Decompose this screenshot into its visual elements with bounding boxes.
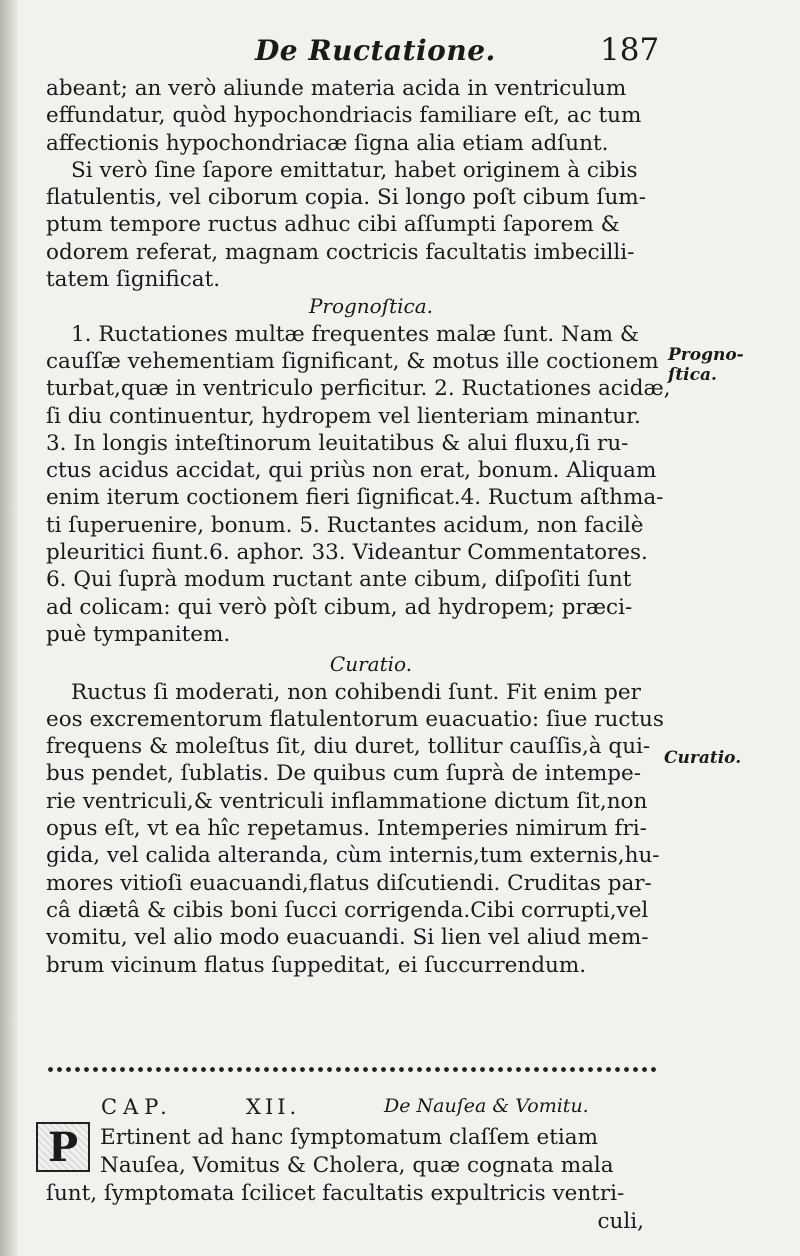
text-line: ptum tempore ructus adhuc cibi aſſumpti ſaporem & — [46, 212, 620, 238]
text-line: 1. Ructationes multæ frequentes malæ ſunt. Nam & — [71, 321, 640, 347]
page-header — [0, 34, 800, 74]
text-line: Ructus ſi moderati, non cohibendi ſunt. Fit enim per — [71, 679, 641, 705]
text-line: bus pendet, ſublatis. De quibus cum ſuprà de intempe- — [46, 761, 641, 787]
text-line: ad colicam: qui verò pòſt cibum, ad hydropem; præci- — [46, 594, 633, 620]
text-line: rie ventriculi,& ventriculi inflammatione dictum ſit,non — [46, 788, 648, 814]
text-line: ſunt, ſymptomata ſcilicet facultatis expultricis ventri- — [46, 1181, 625, 1206]
text-line: Nauſea, Vomitus & Cholera, quæ cognata mala — [100, 1153, 614, 1178]
text-line: frequens & moleſtus ſit, diu duret, tollitur cauſſis,à qui- — [46, 734, 651, 760]
text-line: ctus acidus accidat, qui priùs non erat, bonum. Aliquam — [46, 458, 657, 484]
text-line: abeant; an verò aliunde materia acida in ventriculum — [46, 76, 627, 101]
text-line: vomitu, vel alio modo euacuandi. Si lien vel aliud mem- — [46, 925, 649, 951]
text-line: 6. Qui ſuprà modum ructant ante cibum, diſpoſiti ſunt — [46, 567, 632, 593]
text-line: affectionis hypochondriacæ ſigna alia etiam adſunt. — [46, 130, 609, 156]
text-line: brum vicinum flatus ſuppeditat, ei ſuccurrendum. — [46, 952, 587, 978]
chapter-number: XII. — [246, 1095, 301, 1119]
margin-note-curatio: Curatio. — [664, 748, 742, 768]
text-line: culi, — [597, 1209, 644, 1234]
page-number: 187 — [600, 32, 660, 68]
text-line: câ diætâ & cibis boni ſucci corrigenda.Cibi corrupti,vel — [46, 897, 649, 923]
chapter-title: De Nauſea & Vomitu. — [384, 1095, 589, 1117]
page-gutter-shadow — [0, 0, 18, 1256]
text-line: ti ſuperuenire, bonum. 5. Ructantes acidum, non facilè — [46, 512, 644, 538]
text-line: turbat,quæ in ventriculo perficitur. 2. Ructationes acidæ, — [46, 376, 671, 402]
chapter-text — [46, 1124, 656, 1236]
text-line: flatulentis, vel ciborum copia. Si longo poſt cibum ſum- — [46, 185, 646, 211]
drop-capital: P — [36, 1122, 90, 1172]
chapter-cap-label: CAP. — [101, 1095, 173, 1119]
text-line: 3. In longis inteſtinorum leuitatibus & alui fluxu,ſi ru- — [46, 430, 629, 456]
text-line: mores vitioſi euacuandi,flatus diſcutiendi. Cruditas par- — [46, 870, 652, 896]
text-line: opus eſt, vt ea hîc repetamus. Intemperies nimirum fri- — [46, 816, 647, 842]
chapter-heading — [46, 1095, 656, 1121]
text-line: enim iterum coctionem fieri ſignificat.4. Ructum aſthma- — [46, 485, 664, 511]
running-title: De Ructatione. — [255, 34, 496, 67]
text-line: cauſſæ vehementiam ſignificant, & motus ille coctionem — [46, 348, 659, 374]
text-line: pleuritici fiunt.6. aphor. 33. Videantur Commentatores. — [46, 540, 648, 566]
text-line: Ertinent ad hanc ſymptomatum claſſem etiam — [100, 1125, 598, 1150]
body-text — [46, 75, 671, 979]
text-line: Si verò ſine ſapore emittatur, habet originem à cibis — [71, 157, 638, 183]
text-line: puè tympanitem. — [46, 621, 231, 647]
section-heading-curatio: Curatio. — [329, 652, 413, 677]
text-line: odorem referat, magnam coctricis facultatis imbecilli- — [46, 239, 635, 265]
text-line: gida, vel calida alteranda, cùm internis,tum externis,hu- — [46, 843, 660, 869]
text-line: eos excrementorum flatulentorum euacuatio: ſiue ructus — [46, 706, 664, 732]
section-heading-prognostica: Prognoſtica. — [308, 294, 434, 319]
decorative-ornament-band — [46, 1065, 656, 1079]
margin-note-prognostica: Progno- ſtica. — [668, 345, 744, 385]
text-line: tatem ſignificat. — [46, 267, 221, 293]
text-line: ſi diu continuentur, hydropem vel lienteriam minantur. — [46, 403, 641, 429]
text-line: effundatur, quòd hypochondriacis familiare eſt, ac tum — [46, 103, 642, 129]
